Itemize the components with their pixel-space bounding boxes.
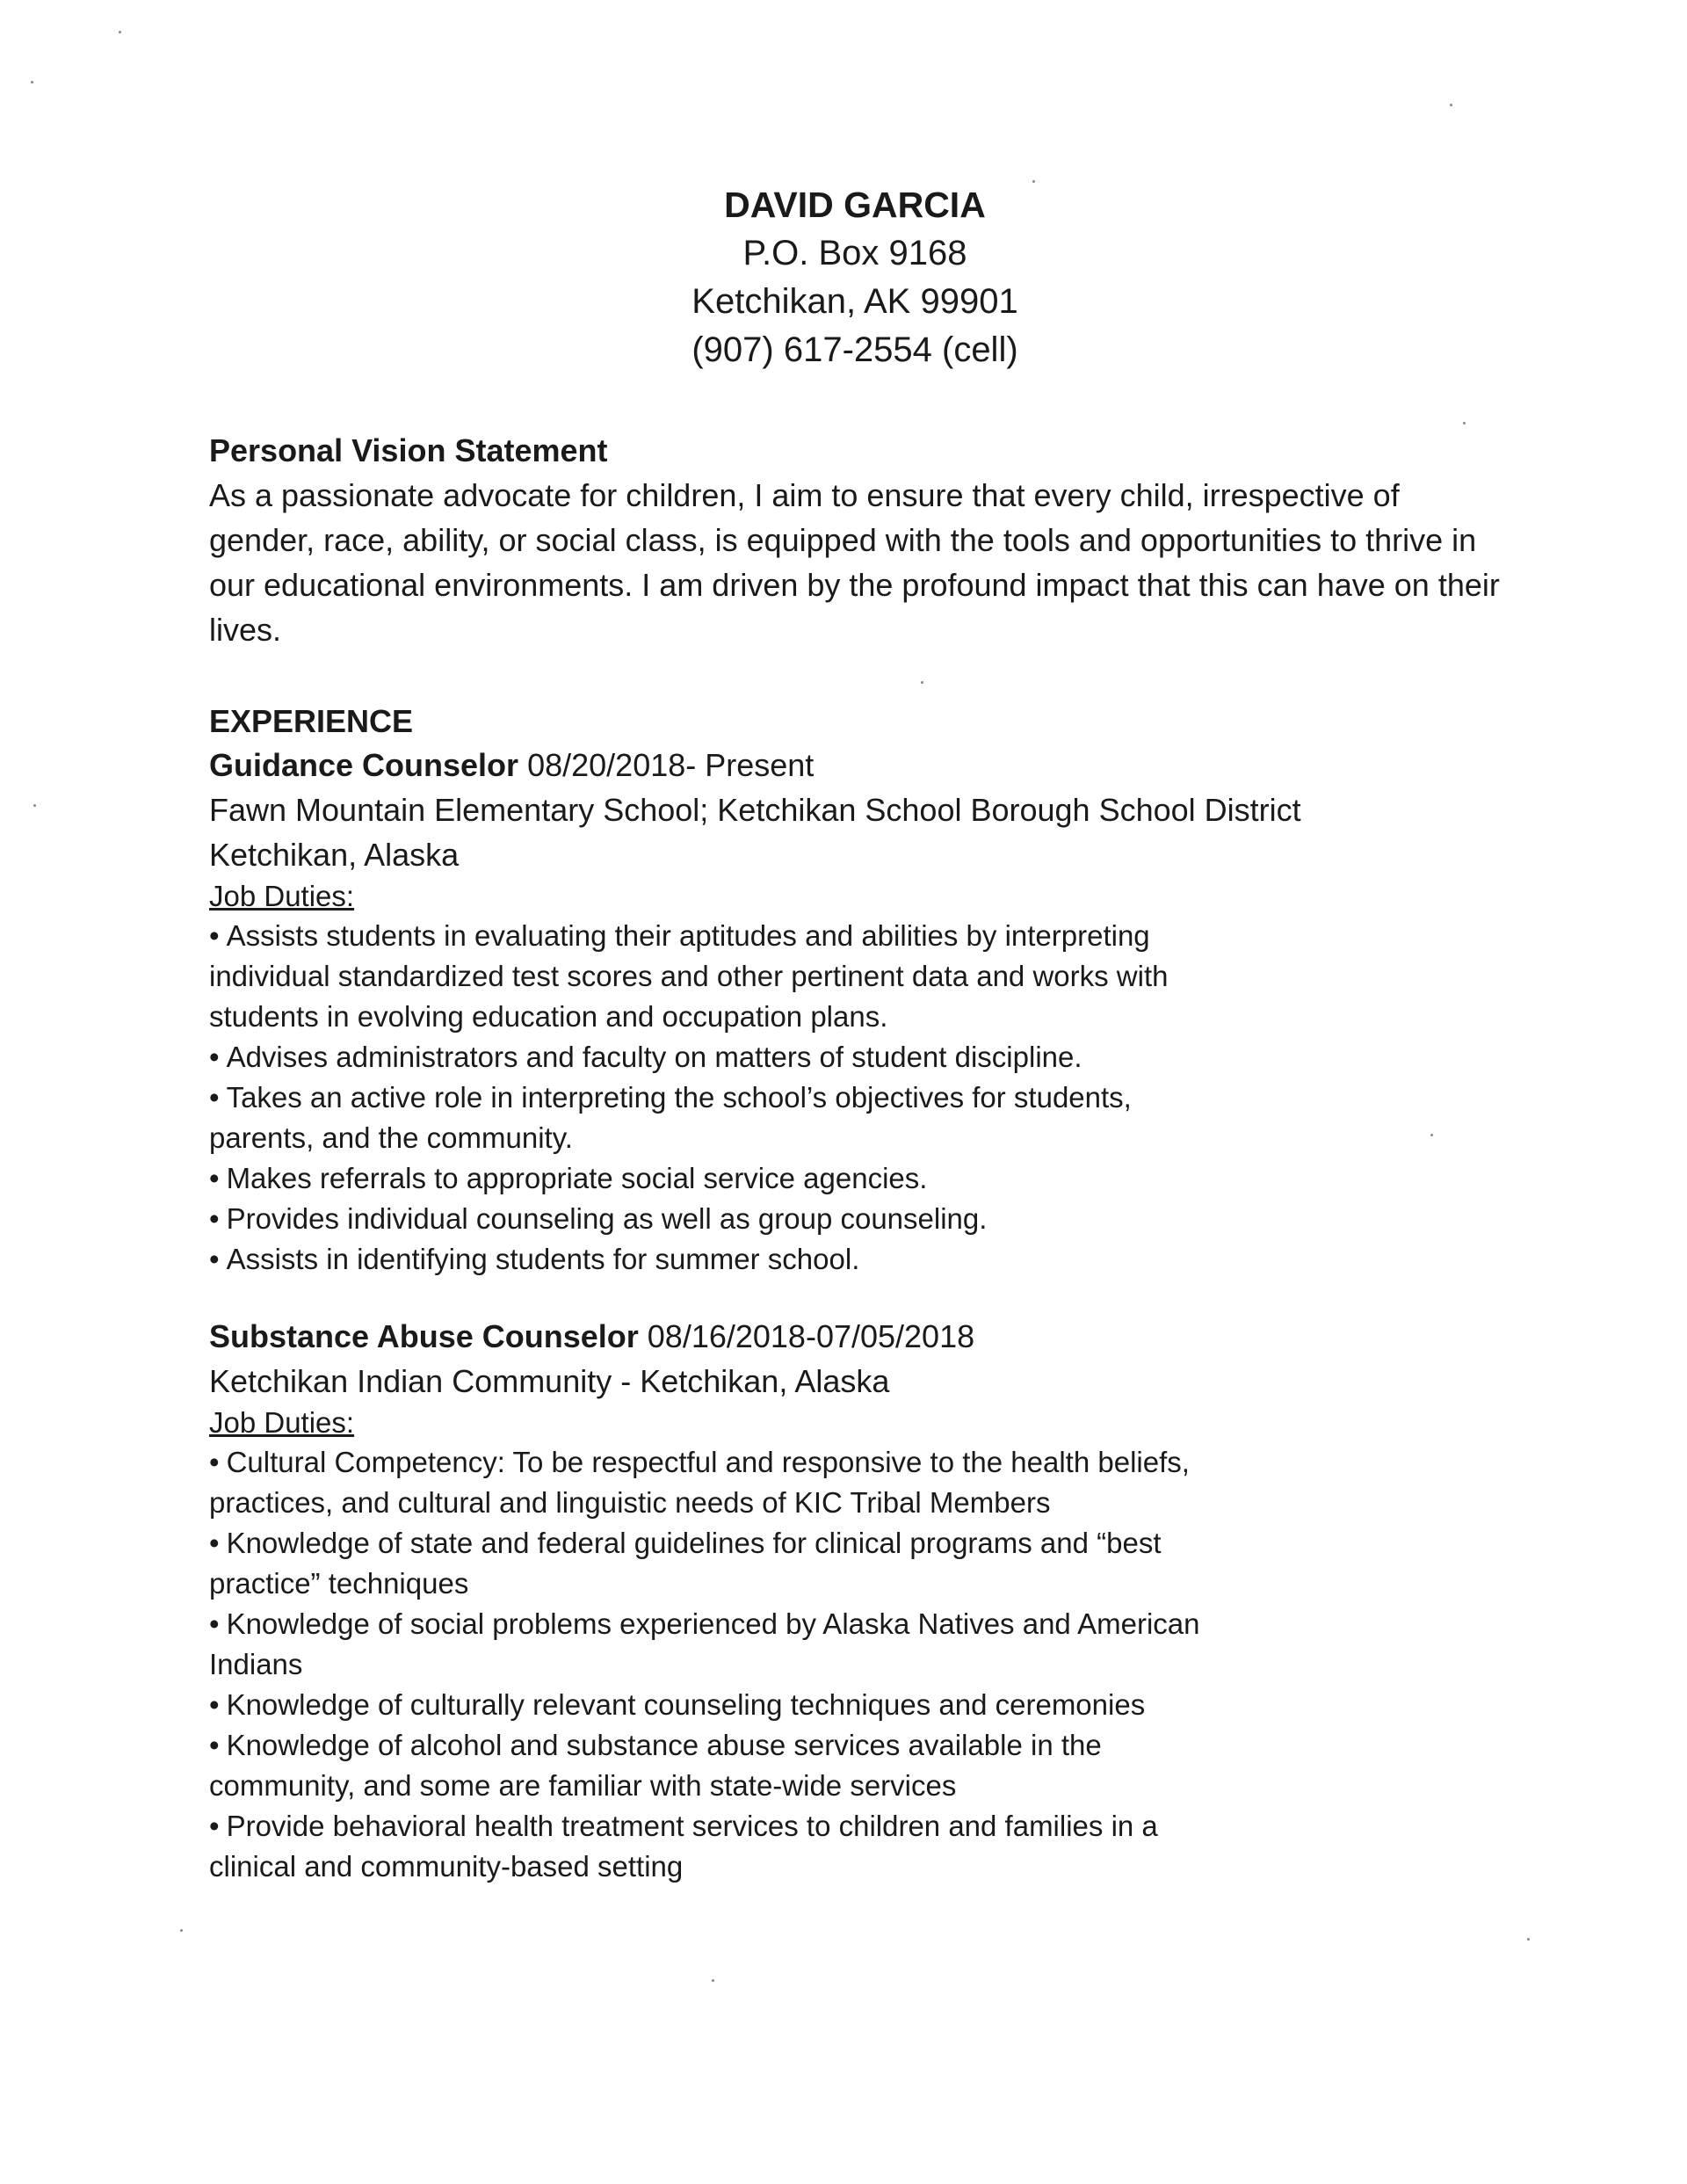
job-title: Substance Abuse Counselor: [209, 1318, 639, 1354]
job-duty-item: • Cultural Competency: To be respectful and responsive to the health beliefs, practices, and cultural and linguistic needs of KIC Tribal Members: [209, 1446, 1190, 1519]
job-organization: Fawn Mountain Elementary School; Ketchikan School Borough School District: [209, 792, 1301, 828]
job-duty-item: • Assists in identifying students for summer school.: [209, 1243, 860, 1275]
job-title-line: [209, 744, 1580, 787]
bullet-icon: •: [209, 1527, 220, 1559]
applicant-name: DAVID GARCIA: [724, 185, 986, 225]
job-duty-item: • Makes referrals to appropriate social service agencies.: [209, 1162, 928, 1194]
job-duty-item: • Knowledge of state and federal guidelines for clinical programs and “best practice” techniques: [209, 1527, 1162, 1600]
job-entry: [209, 1315, 1580, 1887]
vision-text: As a passionate advocate for children, I aim to ensure that every child, irrespective of gender, race, ability, or social class, is equipped with the tools and opportunities to thrive in our educational environments. I am driven by the profound impact that this can have on their lives.: [209, 477, 1500, 648]
bullet-icon: •: [209, 1162, 220, 1194]
bullet-icon: •: [209, 1607, 220, 1640]
bullet-icon: •: [209, 1729, 220, 1761]
job-location: Ketchikan, Alaska: [209, 837, 460, 873]
bullet-icon: •: [209, 1202, 220, 1235]
job-dates: 08/16/2018-07/05/2018: [647, 1318, 975, 1354]
job-title-line: [209, 1315, 1580, 1359]
job-entry: [209, 744, 1580, 1280]
address-line-1: P.O. Box 9168: [742, 234, 967, 272]
scan-speck: [31, 81, 33, 83]
resume-header: [0, 180, 1687, 374]
vision-section: [209, 429, 1580, 652]
job-organization: Ketchikan Indian Community - Ketchikan, Alaska: [209, 1363, 890, 1399]
phone-number: (907) 617-2554 (cell): [691, 330, 1018, 369]
scan-speck: [712, 1979, 714, 1982]
bullet-icon: •: [209, 919, 220, 952]
job-duty-item: • Knowledge of alcohol and substance abuse services available in the community, and some are familiar with state-wide services: [209, 1729, 1102, 1802]
job-duties-label: Job Duties:: [209, 880, 355, 912]
bullet-icon: •: [209, 1688, 220, 1721]
job-duties-list: [209, 916, 1237, 1280]
scan-speck: [180, 1929, 183, 1932]
address-line-2: Ketchikan, AK 99901: [691, 282, 1018, 321]
job-dates: 08/20/2018- Present: [527, 747, 815, 783]
job-duty-item: • Assists students in evaluating their aptitudes and abilities by interpreting individual standardized test scores and other pertinent data and works with students in evolving education and occupation plans.: [209, 919, 1169, 1033]
job-duty-item: • Provide behavioral health treatment services to children and families in a clinical and community-based setting: [209, 1810, 1158, 1883]
job-duty-item: • Knowledge of social problems experienced by Alaska Natives and American Indians: [209, 1607, 1200, 1680]
job-duties-label: Job Duties:: [209, 1406, 355, 1439]
job-duty-item: • Knowledge of culturally relevant counseling techniques and ceremonies: [209, 1688, 1146, 1721]
job-title: Guidance Counselor: [209, 747, 519, 783]
bullet-icon: •: [209, 1081, 220, 1114]
job-duty-item: • Takes an active role in interpreting the school’s objectives for students, parents, and the community.: [209, 1081, 1132, 1154]
vision-heading: Personal Vision Statement: [209, 432, 608, 468]
job-duty-item: • Provides individual counseling as well as group counseling.: [209, 1202, 988, 1235]
scan-speck: [1463, 422, 1466, 424]
bullet-icon: •: [209, 1810, 220, 1842]
resume-body: [209, 429, 1580, 1887]
bullet-icon: •: [209, 1446, 220, 1478]
bullet-icon: •: [209, 1041, 220, 1073]
scan-speck: [119, 31, 121, 33]
experience-heading: EXPERIENCE: [209, 703, 414, 739]
bullet-icon: •: [209, 1243, 220, 1275]
job-duty-item: • Advises administrators and faculty on matters of student discipline.: [209, 1041, 1082, 1073]
scan-speck: [1527, 1938, 1530, 1941]
job-duties-list: [209, 1442, 1237, 1887]
scan-speck: [33, 804, 36, 807]
scan-speck: [1450, 104, 1452, 106]
experience-section: [209, 700, 1580, 1887]
